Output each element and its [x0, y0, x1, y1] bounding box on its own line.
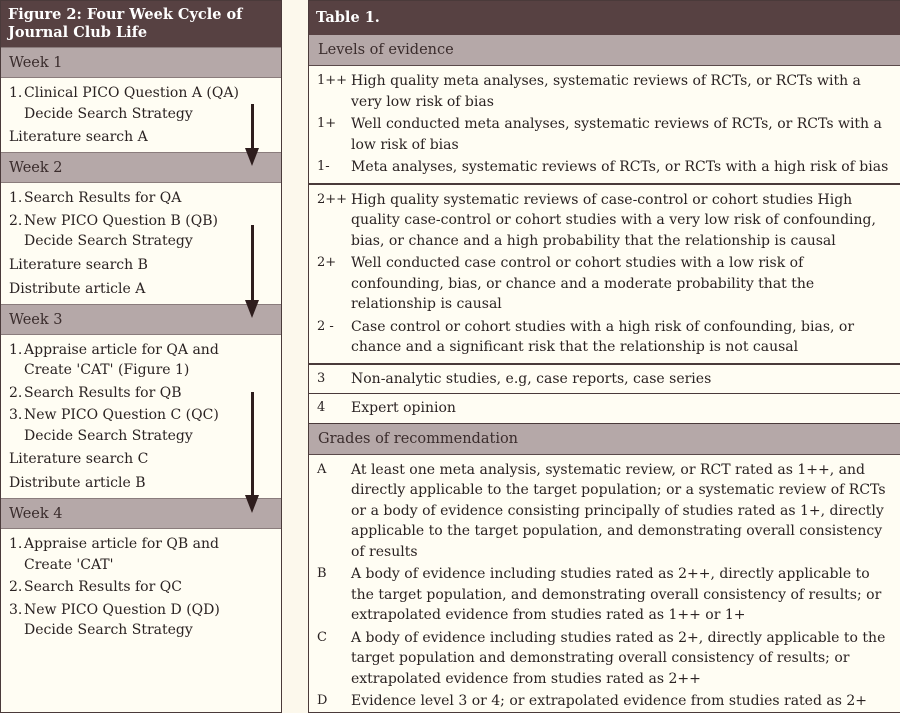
evidence-level-row — [309, 252, 900, 316]
week-task — [1, 533, 281, 576]
down-arrow-icon — [245, 392, 259, 513]
evidence-level-row — [309, 368, 900, 391]
grade-description: Evidence level 3 or 4; or extrapolated evidence from studies rated as 2+ — [351, 693, 867, 709]
week-task — [1, 576, 281, 599]
grade-row — [309, 690, 900, 713]
task-subtext: Decide Search Strategy — [24, 233, 193, 249]
level-description: Well conducted meta analyses, systematic reviews of RCTs, or RCTs with a low risk of bias — [351, 116, 882, 153]
down-arrow-icon — [245, 225, 259, 318]
week-heading: Week 1 — [1, 47, 281, 78]
grades-group — [309, 455, 900, 713]
evidence-level-row — [309, 397, 900, 420]
grade-description: At least one meta analysis, systematic review, or RCT rated as 1++, and directly applicable to the target population; or a systematic review of RCTs or a body of evidence consisting principally of studies rated as 1+, directly applicable to the target population, and demonstrating overall consistency of results — [351, 461, 886, 560]
table-panel — [308, 0, 900, 713]
evidence-group — [309, 394, 900, 424]
grade-code: A — [317, 461, 327, 477]
task-subtext: Decide Search Strategy — [24, 622, 193, 638]
weeks-list — [1, 47, 281, 645]
grade-row — [309, 459, 900, 564]
week-heading: Week 3 — [1, 304, 281, 335]
evidence-level-row — [309, 189, 900, 253]
arrow-head — [245, 300, 259, 318]
week-task — [1, 599, 281, 642]
levels-list — [309, 66, 900, 424]
task-text: New PICO Question B (QB) — [24, 212, 218, 229]
level-description: Non-analytic studies, e.g, case reports, case series — [351, 370, 712, 387]
level-code: 2++ — [317, 191, 348, 207]
evidence-level-row — [309, 113, 900, 156]
grade-row — [309, 563, 900, 627]
week-activity: Literature search C — [9, 451, 149, 467]
week-task — [1, 187, 281, 210]
task-text: Clinical PICO Question A (QA) — [24, 85, 239, 101]
task-number: 1. — [9, 341, 23, 358]
level-description: Case control or cohort studies with a high risk of confounding, bias, or chance and a significant risk that the relationship is not causal — [351, 318, 855, 355]
week-body — [1, 78, 281, 152]
level-code: 1- — [317, 159, 330, 174]
evidence-group — [309, 365, 900, 395]
level-code: 2+ — [317, 255, 337, 270]
task-number: 2. — [9, 212, 23, 229]
level-code: 1+ — [317, 116, 337, 131]
level-code: 3 — [317, 370, 326, 386]
arrow-shaft — [251, 392, 254, 499]
task-number: 3. — [9, 407, 23, 423]
task-number: 1. — [9, 190, 23, 206]
grade-code: D — [317, 693, 328, 708]
task-number: 2. — [9, 384, 23, 401]
task-number: 2. — [9, 579, 23, 595]
evidence-level-row — [309, 70, 900, 113]
grade-row — [309, 627, 900, 691]
task-number: 3. — [9, 601, 23, 618]
task-text: Search Results for QB — [24, 384, 182, 401]
level-code: 1++ — [317, 73, 348, 88]
levels-heading: Levels of evidence — [309, 35, 900, 66]
evidence-level-row — [309, 156, 900, 179]
table-title: Table 1. — [309, 1, 900, 35]
week-heading: Week 2 — [1, 152, 281, 183]
week-task — [1, 210, 281, 253]
week-task — [1, 82, 281, 125]
figure-panel — [0, 0, 282, 713]
evidence-group — [309, 66, 900, 185]
task-text: Appraise article for QB and — [24, 536, 219, 552]
week-body — [1, 529, 281, 645]
task-text: New PICO Question D (QD) — [24, 601, 220, 618]
level-description: Meta analyses, systematic reviews of RCTs, or RCTs with a high risk of bias — [351, 159, 889, 175]
level-description: High quality systematic reviews of case-control or cohort studies High quality case-control or cohort studies with a very low risk of confounding, bias, or chance and a high probability that the relationship is causal — [351, 191, 876, 249]
arrow-head — [245, 495, 259, 513]
task-subtext: Decide Search Strategy — [24, 105, 193, 122]
task-subtext: Create 'CAT' — [24, 556, 114, 573]
evidence-level-row — [309, 316, 900, 359]
grade-code: C — [317, 629, 327, 645]
week-task — [1, 339, 281, 382]
week-activity: Literature search A — [9, 129, 148, 145]
grade-description: A body of evidence including studies rated as 2++, directly applicable to the target population, and demonstrating overall consistency of results; or extrapolated evidence from studies rated as 1++ or 1+ — [351, 566, 882, 623]
week-body — [1, 335, 281, 499]
grades-list — [309, 455, 900, 713]
week-activity: Distribute article B — [9, 475, 146, 491]
task-text: Search Results for QA — [24, 190, 182, 206]
down-arrow-icon — [245, 104, 259, 166]
week-task — [1, 382, 281, 405]
evidence-group — [309, 185, 900, 365]
task-subtext: Decide Search Strategy — [24, 427, 193, 444]
task-text: Appraise article for QA and — [24, 341, 219, 358]
task-number: 1. — [9, 536, 23, 552]
grade-code: B — [317, 566, 327, 581]
figure-title: Figure 2: Four Week Cycle of Journal Club Life — [1, 1, 281, 47]
task-subtext: Create 'CAT' (Figure 1) — [24, 362, 190, 378]
task-text: Search Results for QC — [24, 579, 182, 595]
grade-description: A body of evidence including studies rated as 2+, directly applicable to the target population and demonstrating overall consistency of results; or extrapolated evidence from studies rated as 2++ — [351, 629, 886, 687]
task-text: New PICO Question C (QC) — [24, 407, 219, 423]
task-number: 1. — [9, 85, 23, 101]
week-body — [1, 183, 281, 304]
level-description: Expert opinion — [351, 400, 456, 416]
grades-heading: Grades of recommendation — [309, 424, 900, 455]
week-activity: Distribute article A — [9, 280, 146, 297]
arrow-shaft — [251, 225, 254, 304]
week-heading: Week 4 — [1, 498, 281, 529]
week-activity: Literature search B — [9, 256, 148, 273]
level-code: 4 — [317, 400, 326, 415]
week-task — [1, 404, 281, 447]
level-description: Well conducted case control or cohort studies with a low risk of confounding, bias, or chance and a moderate probability that the relationship is causal — [351, 255, 815, 312]
level-description: High quality meta analyses, systematic reviews of RCTs, or RCTs with a very low risk of bias — [351, 73, 861, 110]
level-code: 2 - — [317, 318, 334, 334]
arrow-shaft — [251, 104, 254, 152]
arrow-head — [245, 148, 259, 166]
